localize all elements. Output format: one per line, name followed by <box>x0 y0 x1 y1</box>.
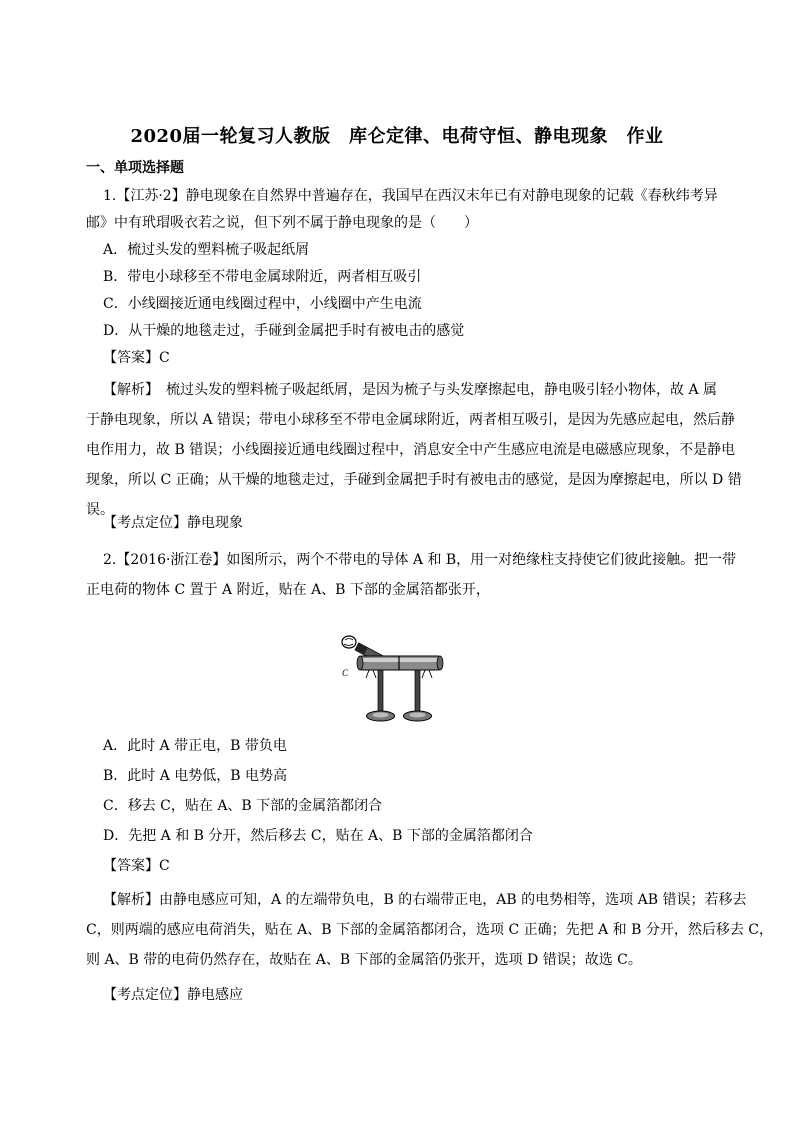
q1-analysis-line: 于静电现象，所以 A 错误；带电小球移至不带电金属球附近，两者相互吸引，是因为先感应起电，然后静 <box>86 412 736 428</box>
base-left-highlight <box>373 713 389 718</box>
q1-stem-line1: 1.【江苏·2】静电现象在自然界中普遍存在，我国早在西汉末年已有对静电现象的记载《春秋纬考异 <box>103 188 718 204</box>
q2-analysis-line: 则 A、B 带的电荷仍然存在，故贴在 A、B 下部的金属箔仍张开，选项 D 错误；故选 C。 <box>86 952 642 968</box>
hand-shape <box>342 636 356 648</box>
q2-analysis-line: 【解析】由静电感应可知，A 的左端带负电，B 的右端带正电，AB 的电势相等，选项 AB 错误；若移去 <box>103 892 747 908</box>
q1-option-c: C．小线圈接近通电线圈过程中，小线圈中产生电流 <box>103 296 422 312</box>
q1-answer: 【答案】C <box>103 350 170 366</box>
q1-option-a: A．梳过头发的塑料梳子吸起纸屑 <box>103 242 310 258</box>
stand-right <box>415 670 420 712</box>
q1-option-d: D．从干燥的地毯走过，手碰到金属把手时有被电击的感觉 <box>103 323 465 339</box>
q2-answer: 【答案】C <box>103 858 170 874</box>
q1-analysis <box>86 375 742 525</box>
q1-kaodian: 【考点定位】静电现象 <box>103 515 243 531</box>
base-right-highlight <box>410 713 426 718</box>
conductor-diagram <box>333 632 445 727</box>
q2-option-a: A．此时 A 带正电，B 带负电 <box>103 738 287 754</box>
q2-analysis-line: C，则两端的感应电荷消失，贴在 A、B 下部的金属箔都闭合，选项 C 正确；先把 A 和 B 分开，然后移去 C， <box>86 922 773 938</box>
q1-analysis-line: 现象，所以 C 正确；从干燥的地毯走过，手碰到金属把手时有被电击的感觉，是因为摩擦起电，所以 D 错 <box>86 472 742 488</box>
stand-left <box>378 670 383 712</box>
q1-option-b: B．带电小球移至不带电金属球附近，两者相互吸引 <box>103 269 422 285</box>
conductor-highlight <box>359 658 441 662</box>
q2-stem-line2: 正电荷的物体 C 置于 A 附近，贴在 A、B 下部的金属箔都张开， <box>86 582 490 598</box>
q1-analysis-line: 电作用力，故 B 错误；小线圈接近通电线圈过程中，消息安全中产生感应电流是电磁感应现象，不是静电 <box>86 442 736 458</box>
q2-option-b: B．此时 A 电势低，B 电势高 <box>103 768 288 784</box>
q1-analysis-line: 误。 <box>86 502 114 518</box>
q2-option-d: D．先把 A 和 B 分开，然后移去 C，贴在 A、B 下部的金属箔都闭合 <box>103 828 533 844</box>
q1-stem-line2: 邮》中有玳瑁吸衣若之说，但下列不属于静电现象的是（ ） <box>86 215 478 231</box>
q2-kaodian: 【考点定位】静电感应 <box>103 987 243 1003</box>
q1-analysis-line: 【解析】 梳过头发的塑料梳子吸起纸屑，是因为梳子与头发摩擦起电，静电吸引轻小物体，故 A 属 <box>103 382 718 398</box>
conductor-right-end <box>437 656 443 670</box>
q2-stem-line1: 2.【2016·浙江卷】如图所示，两个不带电的导体 A 和 B，用一对绝缘柱支持使它们彼此接触。把一带 <box>103 552 737 568</box>
label-c: C <box>342 668 349 678</box>
conductor-figure <box>333 632 445 727</box>
conductor-left-end <box>357 656 363 670</box>
section-heading: 一、单项选择题 <box>86 160 184 176</box>
q2-analysis <box>86 885 773 975</box>
document-title: 2020届一轮复习人教版 库仑定律、电荷守恒、静电现象 作业 <box>130 126 664 147</box>
foil-b <box>422 670 432 678</box>
foil-a <box>366 670 376 678</box>
q2-option-c: C．移去 C，贴在 A、B 下部的金属箔都闭合 <box>103 798 383 814</box>
